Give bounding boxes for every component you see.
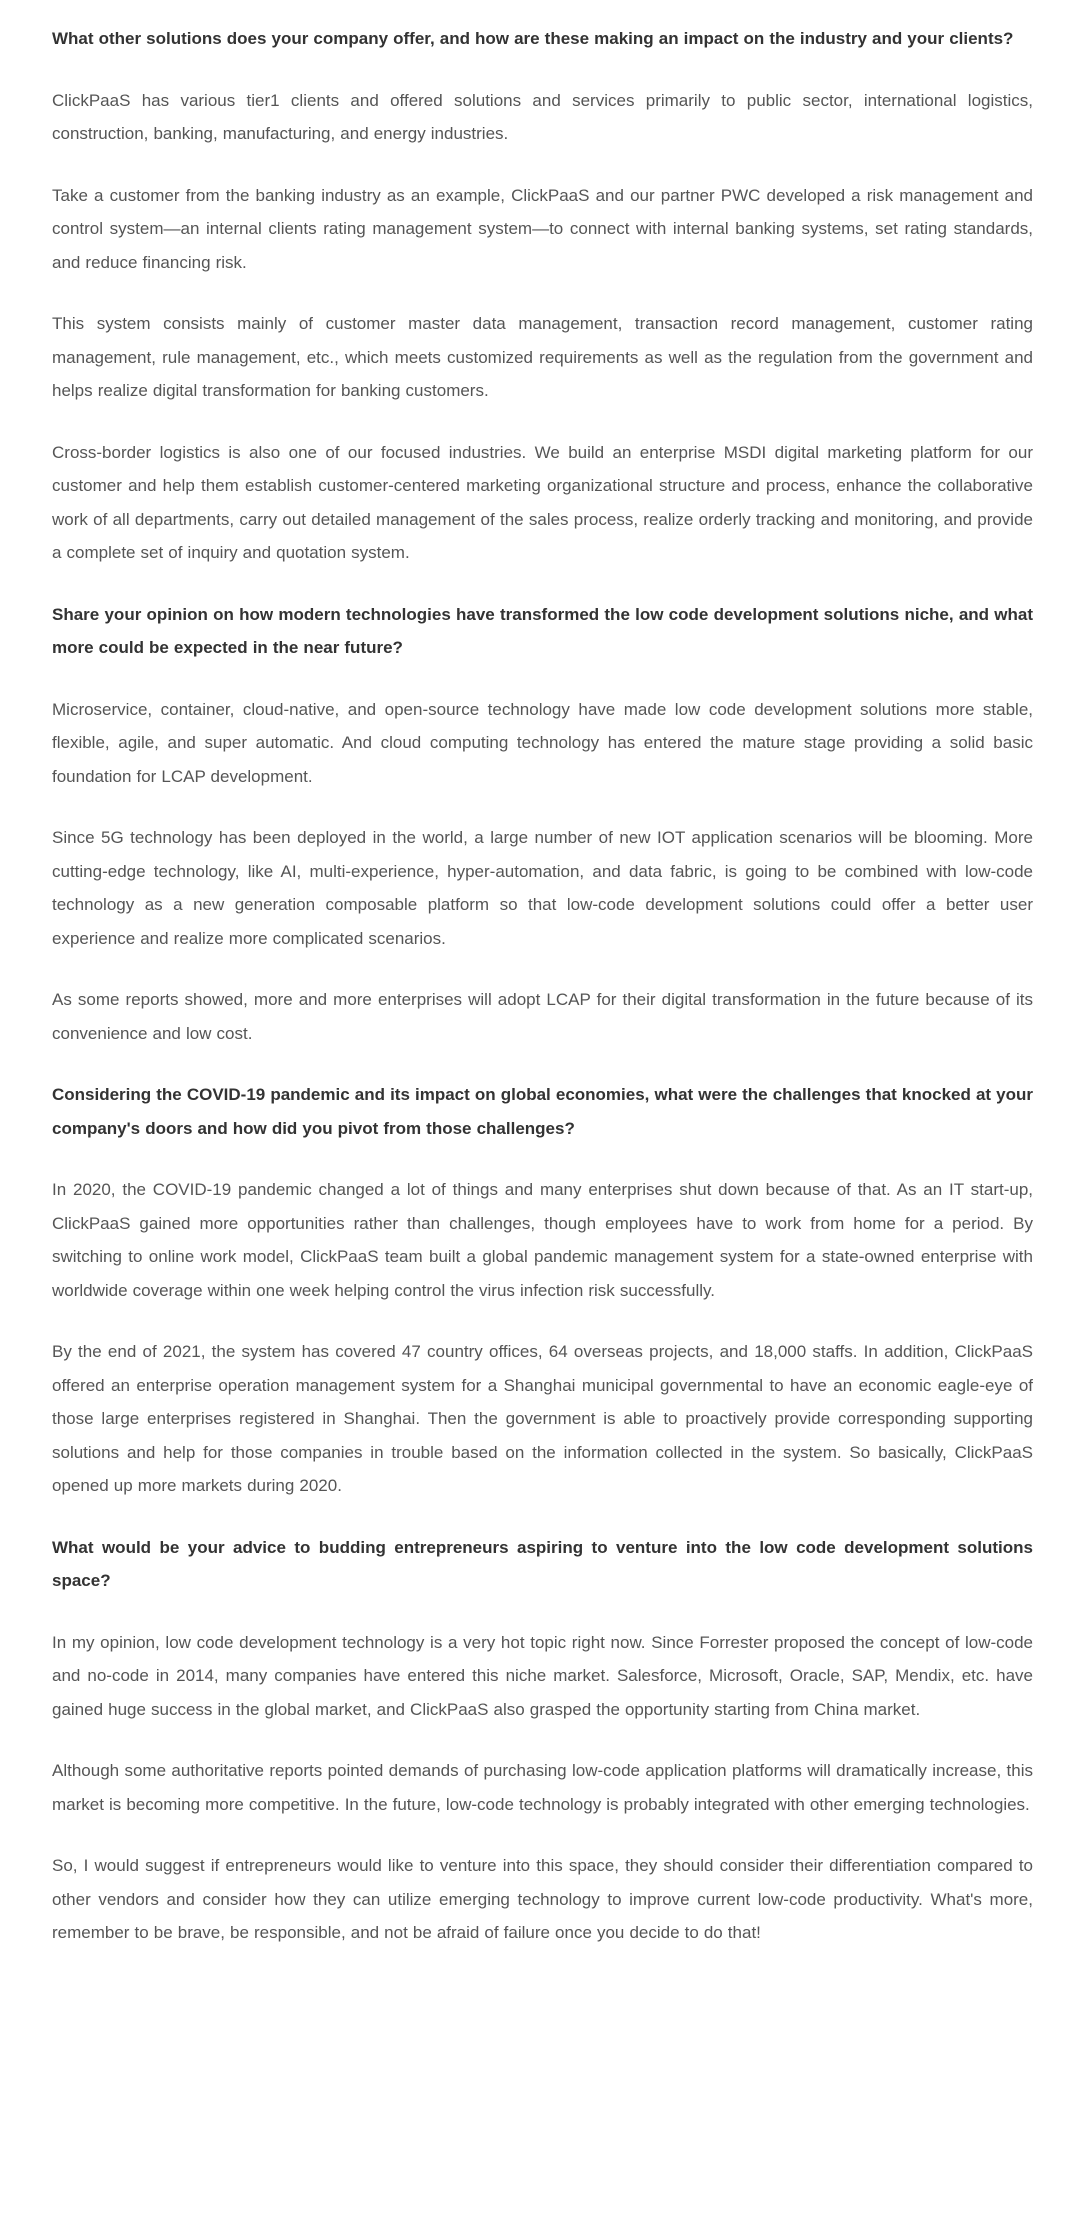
- answer-coverage-shanghai: By the end of 2021, the system has covered 47 country offices, 64 overseas projects, and 18,000 staffs. In addition, ClickPaaS offered an enterprise operation management system for a Shanghai municipal governmental to have an economic eagle-eye of those large enterprises registered in Shanghai. Then the government is able to proactively provide corresponding supporting solutions and help for those companies in trouble based on the information collected in the system. So basically, ClickPaaS opened up more markets during 2020.: [52, 1342, 1033, 1495]
- answer-5g-iot: Since 5G technology has been deployed in the world, a large number of new IOT application scenarios will be blooming. More cutting-edge technology, like AI, multi-experience, hyper-automation, and data fabric, is going to be combined with low-code technology as a new generation composable platform so that low-code development solutions could offer a better user experience and realize more complicated scenarios.: [52, 828, 1033, 948]
- question-advice-entrepreneurs: What would be your advice to budding entrepreneurs aspiring to venture into the low code development solutions space?: [52, 1537, 1033, 1590]
- answer-pandemic-system: In 2020, the COVID-19 pandemic changed a lot of things and many enterprises shut down because of that. As an IT start-up, ClickPaaS gained more opportunities rather than challenges, though employees have to work from home for a period. By switching to online work model, ClickPaaS team built a global pandemic management system for a state-owned enterprise with worldwide coverage within one week helping control the virus infection risk successfully.: [52, 1180, 1033, 1300]
- answer-cloud-native: Microservice, container, cloud-native, and open-source technology have made low code development solutions more stable, flexible, agile, and super automatic. And cloud computing technology has entered the mature stage providing a solid basic foundation for LCAP development.: [52, 699, 1033, 786]
- answer-hot-topic-market: In my opinion, low code development technology is a very hot topic right now. Since Forrester proposed the concept of low-code and no-code in 2014, many companies have entered this niche market. Salesforce, Microsoft, Oracle, SAP, Mendix, etc. have gained huge success in the global market, and ClickPaaS also grasped the opportunity starting from China market.: [52, 1632, 1033, 1719]
- answer-cross-border-logistics: Cross-border logistics is also one of our focused industries. We build an enterprise MSDI digital marketing platform for our customer and help them establish customer-centered marketing organizational structure and process, enhance the collaborative work of all departments, carry out detailed management of the sales process, realize orderly tracking and monitoring, and provide a complete set of inquiry and quotation system.: [52, 442, 1033, 562]
- answer-market-competitive: Although some authoritative reports pointed demands of purchasing low-code application platforms will dramatically increase, this market is becoming more competitive. In the future, low-code technology is probably integrated with other emerging technologies.: [52, 1761, 1033, 1814]
- question-modern-technologies: Share your opinion on how modern technologies have transformed the low code development solutions niche, and what more could be expected in the near future?: [52, 604, 1033, 657]
- answer-clients-industries: ClickPaaS has various tier1 clients and offered solutions and services primarily to public sector, international logistics, construction, banking, manufacturing, and energy industries.: [52, 90, 1033, 143]
- answer-suggestion-brave: So, I would suggest if entrepreneurs would like to venture into this space, they should consider their differentiation compared to other vendors and consider how they can utilize emerging technology to improve current low-code productivity. What's more, remember to be brave, be responsible, and not be afraid of failure once you decide to do that!: [52, 1856, 1033, 1942]
- answer-system-components: This system consists mainly of customer master data management, transaction record management, customer rating management, rule management, etc., which meets customized requirements as well as the regulation from the government and helps realize digital transformation for banking customers.: [52, 314, 1033, 400]
- answer-lcap-adoption: As some reports showed, more and more enterprises will adopt LCAP for their digital transformation in the future because of its convenience and low cost.: [52, 990, 1033, 1043]
- question-covid-challenges: Considering the COVID-19 pandemic and its impact on global economies, what were the challenges that knocked at your company's doors and how did you pivot from those challenges?: [52, 1085, 1033, 1138]
- question-other-solutions: What other solutions does your company offer, and how are these making an impact on the industry and your clients?: [52, 29, 1014, 48]
- answer-banking-example: Take a customer from the banking industry as an example, ClickPaaS and our partner PWC developed a risk management and control system—an internal clients rating management system—to connect with internal banking systems, set rating standards, and reduce financing risk.: [52, 185, 1033, 272]
